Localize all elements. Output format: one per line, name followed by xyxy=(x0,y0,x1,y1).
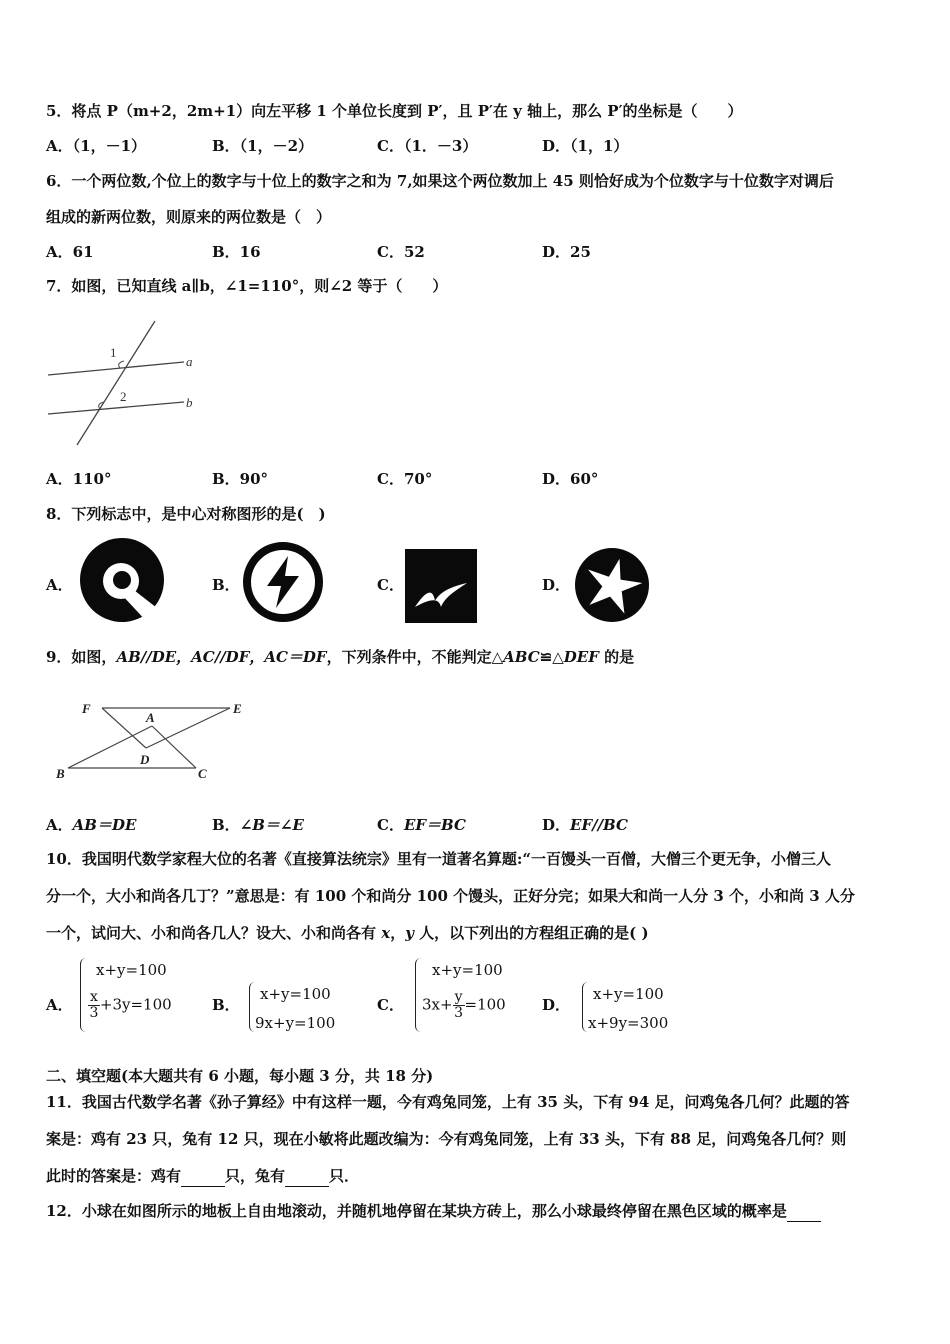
q10-option-a-frac-num: x xyxy=(90,989,98,1005)
q5-option-b: B．（1，－2） xyxy=(212,137,314,155)
q10-option-c-brace xyxy=(415,958,422,1032)
q10-option-c-fraction xyxy=(453,990,465,1021)
q10-option-c-frac-num: y xyxy=(454,989,463,1005)
q7-option-d: D．60° xyxy=(542,470,599,488)
q9-stem xyxy=(46,647,634,667)
q9-label-f: F xyxy=(82,701,91,716)
q9-option-d-letter: D． xyxy=(542,816,571,834)
q8-logo-a-ring-icon xyxy=(78,537,168,623)
q10-option-a-eq2-rest: +3y=100 xyxy=(99,995,172,1014)
q10-option-a-brace xyxy=(80,958,87,1032)
q12-blank xyxy=(787,1201,821,1222)
q5-option-a: A．（1，－1） xyxy=(46,137,147,155)
q8-logo-b-lightning-icon xyxy=(241,540,325,624)
q6-option-a: A．61 xyxy=(46,243,94,261)
q8-logo-d-star-icon xyxy=(573,546,651,624)
q10-option-a-frac-den: 3 xyxy=(89,1005,99,1021)
q10-option-b-eq1: x+y=100 xyxy=(260,985,331,1003)
q9-stem-triangle2: DEF xyxy=(563,648,599,666)
q10-sep: ， xyxy=(390,924,406,942)
q8-option-c: C． xyxy=(377,576,404,594)
q7-parallel-lines-figure xyxy=(44,318,204,448)
q11-line3-a: 此时的答案是：鸡有 xyxy=(46,1167,182,1185)
q9-option-b xyxy=(212,815,304,835)
q9-stem-conditions: AB//DE，AC//DF，AC＝DF xyxy=(116,648,327,666)
q10-option-c-eq2-rest: =100 xyxy=(464,995,506,1014)
q8-logo-c-square-wave-icon xyxy=(405,549,477,623)
q8-option-b: B． xyxy=(212,576,240,594)
q9-label-a: A xyxy=(146,710,155,725)
q10-stem-line1: 10．我国明代数学家程大位的名著《直接算法统宗》里有一道著名算题:“一百馒头一百僧，大僧三个更无争，小僧三人 xyxy=(46,850,832,868)
q8-option-d: D． xyxy=(542,576,571,594)
q7-option-b: B．90° xyxy=(212,470,269,488)
q9-option-b-expr: ∠B＝∠E xyxy=(239,816,304,834)
q9-label-b: B xyxy=(56,766,65,781)
section2-title: 二、填空题(本大题共有 6 小题，每小题 3 分，共 18 分) xyxy=(46,1067,434,1085)
q10-option-a-letter: A． xyxy=(46,996,73,1014)
q11-line3 xyxy=(46,1166,359,1187)
q12-line1 xyxy=(46,1201,821,1222)
q10-option-a-eq1: x+y=100 xyxy=(96,961,167,979)
q8-stem: 8．下列标志中，是中心对称图形的是( ) xyxy=(46,505,326,523)
q7-line-b-label: b xyxy=(186,395,193,410)
q9-option-a-expr: AB＝DE xyxy=(72,816,137,834)
q6-option-d: D．25 xyxy=(542,243,591,261)
q10-var-x: x xyxy=(381,924,391,942)
q11-line1: 11．我国古代数学名著《孙子算经》中有这样一题，今有鸡兔同笼，上有 35 头，下有 94 足，问鸡兔各几何？此题的答 xyxy=(46,1093,850,1111)
q9-triangles-figure xyxy=(52,696,252,786)
q10-option-a-fraction xyxy=(88,990,100,1021)
q10-var-y: y xyxy=(405,924,414,942)
q9-option-d xyxy=(542,815,628,835)
q9-option-d-expr: EF//BC xyxy=(570,816,628,834)
q10-option-d-eq1: x+y=100 xyxy=(593,985,664,1003)
q9-option-a xyxy=(46,815,136,835)
q9-label-e: E xyxy=(233,701,242,716)
q9-option-a-letter: A． xyxy=(46,816,73,834)
q11-blank-rabbits xyxy=(285,1166,329,1187)
q11-line3-c: 只． xyxy=(329,1167,360,1185)
q9-label-c: C xyxy=(198,766,207,781)
q10-option-c-letter: C． xyxy=(377,996,404,1014)
q8-option-a: A． xyxy=(46,576,73,594)
q10-stem-line3-suffix: 人，以下列出的方程组正确的是( ) xyxy=(413,924,649,942)
q7-angle1-label: 1 xyxy=(110,345,117,360)
q11-line3-b: 只，兔有 xyxy=(225,1167,286,1185)
q9-option-c xyxy=(377,815,466,835)
q10-option-c-eq2 xyxy=(422,990,506,1021)
q11-line2: 案是：鸡有 23 只，兔有 12 只，现在小敏将此题改编为：今有鸡兔同笼，上有 33 头，下有 88 足，问鸡兔各几何？则 xyxy=(46,1130,847,1148)
q7-option-c: C．70° xyxy=(377,470,433,488)
q9-option-b-letter: B． xyxy=(212,816,240,834)
q9-label-d: D xyxy=(140,752,150,767)
q9-stem-congruent: ≌△ xyxy=(539,648,564,666)
q5-option-d: D．（1，1） xyxy=(542,137,629,155)
q11-blank-chickens xyxy=(181,1166,225,1187)
q10-stem-line2: 分一个，大小和尚各几丁？”意思是：有 100 个和尚分 100 个馒头，正好分完；如果大和尚一人分 3 个，小和尚 3 人分 xyxy=(46,887,855,905)
q9-option-c-expr: EF＝BC xyxy=(403,816,466,834)
q10-option-c-eq2-pre: 3x+ xyxy=(422,995,453,1014)
q6-stem-line2: 组成的新两位数，则原来的两位数是（ ） xyxy=(46,208,332,226)
q5-stem: 5．将点 P（m+2，2m+1）向左平移 1 个单位长度到 P′，且 P′在 y 轴上，那么 P′的坐标是（ ） xyxy=(46,102,743,120)
q10-option-d-eq2: x+9y=300 xyxy=(588,1014,669,1032)
q9-stem-suffix: 的是 xyxy=(598,648,635,666)
q6-option-b: B．16 xyxy=(212,243,261,261)
q9-stem-prefix: 9．如图， xyxy=(46,648,117,666)
q10-option-c-frac-den: 3 xyxy=(454,1005,463,1021)
q6-stem-line1: 6．一个两位数,个位上的数字与十位上的数字之和为 7,如果这个两位数加上 45 则恰好成为个位数字与十位数字对调后 xyxy=(46,172,834,190)
q7-stem: 7．如图，已知直线 a∥b，∠1=110°，则∠2 等于（ ） xyxy=(46,277,448,295)
q9-option-c-letter: C． xyxy=(377,816,404,834)
q10-option-d-letter: D． xyxy=(542,996,571,1014)
q7-line-a-label: a xyxy=(186,354,193,369)
q10-stem-line3-prefix: 一个，试问大、小和尚各几人？设大、小和尚各有 xyxy=(46,924,382,942)
q10-option-c-eq1: x+y=100 xyxy=(432,961,503,979)
q7-angle2-label: 2 xyxy=(120,389,127,404)
q9-stem-triangle1: ABC xyxy=(503,648,540,666)
q10-option-b-eq2: 9x+y=100 xyxy=(255,1014,336,1032)
q10-option-a-eq2 xyxy=(88,990,172,1021)
q10-stem-line3 xyxy=(46,923,649,943)
q6-option-c: C．52 xyxy=(377,243,425,261)
q12-text: 12．小球在如图所示的地板上自由地滚动，并随机地停留在某块方砖上，那么小球最终停留在黑色区域的概率是 xyxy=(46,1202,787,1220)
q9-stem-mid: ，下列条件中，不能判定△ xyxy=(326,648,504,666)
q7-option-a: A．110° xyxy=(46,470,112,488)
q10-option-b-letter: B． xyxy=(212,996,240,1014)
q5-option-c: C．（1．－3） xyxy=(377,137,478,155)
